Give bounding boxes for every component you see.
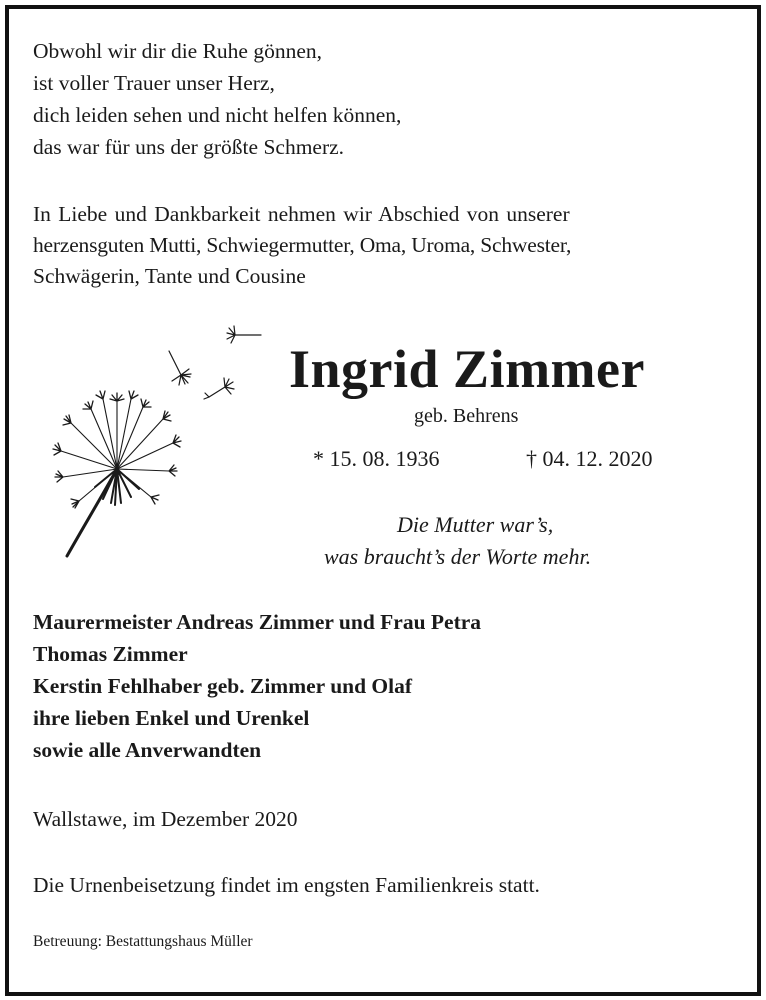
mourner-line: Maurermeister Andreas Zimmer und Frau Petra: [33, 610, 482, 634]
obituary-notice: [5, 5, 761, 996]
poem-line: das war für uns der größte Schmerz.: [33, 135, 345, 159]
poem-line: dich leiden sehen und nicht helfen können,: [33, 103, 402, 127]
poem-line: ist voller Trauer unser Herz,: [33, 71, 275, 95]
deceased-name: Ingrid Zimmer: [289, 339, 645, 399]
place-date: Wallstawe, im Dezember 2020: [33, 807, 298, 831]
mourner-line: sowie alle Anverwandten: [33, 738, 262, 762]
birth-name: geb. Behrens: [414, 405, 519, 427]
mourner-line: Thomas Zimmer: [33, 642, 188, 666]
quote-line: Die Mutter war’s,: [397, 512, 554, 537]
undertaker-credit: Betreuung: Bestattungshaus Müller: [33, 933, 253, 950]
dandelion-icon: [39, 311, 279, 561]
quote-line: was braucht’s der Worte mehr.: [324, 544, 592, 569]
birth-date: * 15. 08. 1936: [313, 446, 440, 471]
intro-line: In Liebe und Dankbarkeit nehmen wir Abschied von unserer: [33, 202, 570, 226]
mourner-line: ihre lieben Enkel und Urenkel: [33, 706, 310, 730]
poem-line: Obwohl wir dir die Ruhe gönnen,: [33, 39, 323, 63]
mourner-line: Kerstin Fehlhaber geb. Zimmer und Olaf: [33, 674, 413, 698]
intro-line: herzensguten Mutti, Schwiegermutter, Oma, Uroma, Schwester,: [33, 233, 572, 257]
death-date: † 04. 12. 2020: [526, 446, 653, 471]
funeral-note: Die Urnenbeisetzung findet im engsten Familienkreis statt.: [33, 873, 540, 897]
intro-line: Schwägerin, Tante und Cousine: [33, 264, 306, 288]
